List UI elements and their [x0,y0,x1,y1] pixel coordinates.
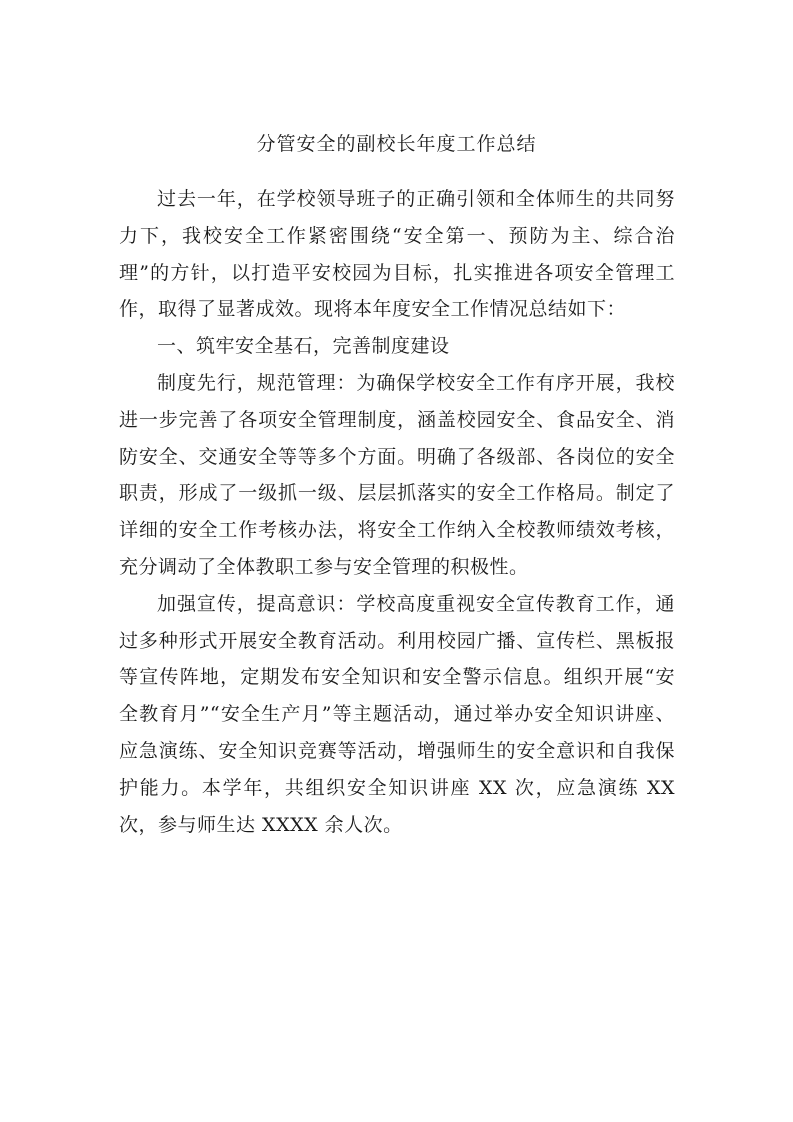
document-title: 分管安全的副校长年度工作总结 [256,133,537,155]
document-body [119,181,675,843]
intro-paragraph: 过去一年，在学校领导班子的正确引领和全体师生的共同努力下，我校安全工作紧密围绕“安全第一、预防为主、综合治理”的方针，以打造平安校园为目标，扎实推进各项安全管理工作，取得了显著成效。现将本年度安全工作情况总结如下： [119,188,675,321]
body-paragraph: 加强宣传，提高意识：学校高度重视安全宣传教育工作，通过多种形式开展安全教育活动。利用校园广播、宣传栏、黑板报等宣传阵地，定期发布安全知识和安全警示信息。组织开展“安全教育月”“安全生产月”等主题活动，通过举办安全知识讲座、应急演练、安全知识竞赛等活动，增强师生的安全意识和自我保护能力。本学年，共组织安全知识讲座 XX 次，应急演练 XX 次，参与师生达 XXXX 余人次。 [119,592,675,836]
section-heading: 一、筑牢安全基石，完善制度建设 [157,335,450,358]
body-paragraph: 制度先行，规范管理：为确保学校安全工作有序开展，我校进一步完善了各项安全管理制度，涵盖校园安全、食品安全、消防安全、交通安全等等多个方面。明确了各级部、各岗位的安全职责，形成了一级抓一级、层层抓落实的安全工作格局。制定了详细的安全工作考核办法，将安全工作纳入全校教师绩效考核，充分调动了全体教职工参与安全管理的积极性。 [119,371,675,578]
